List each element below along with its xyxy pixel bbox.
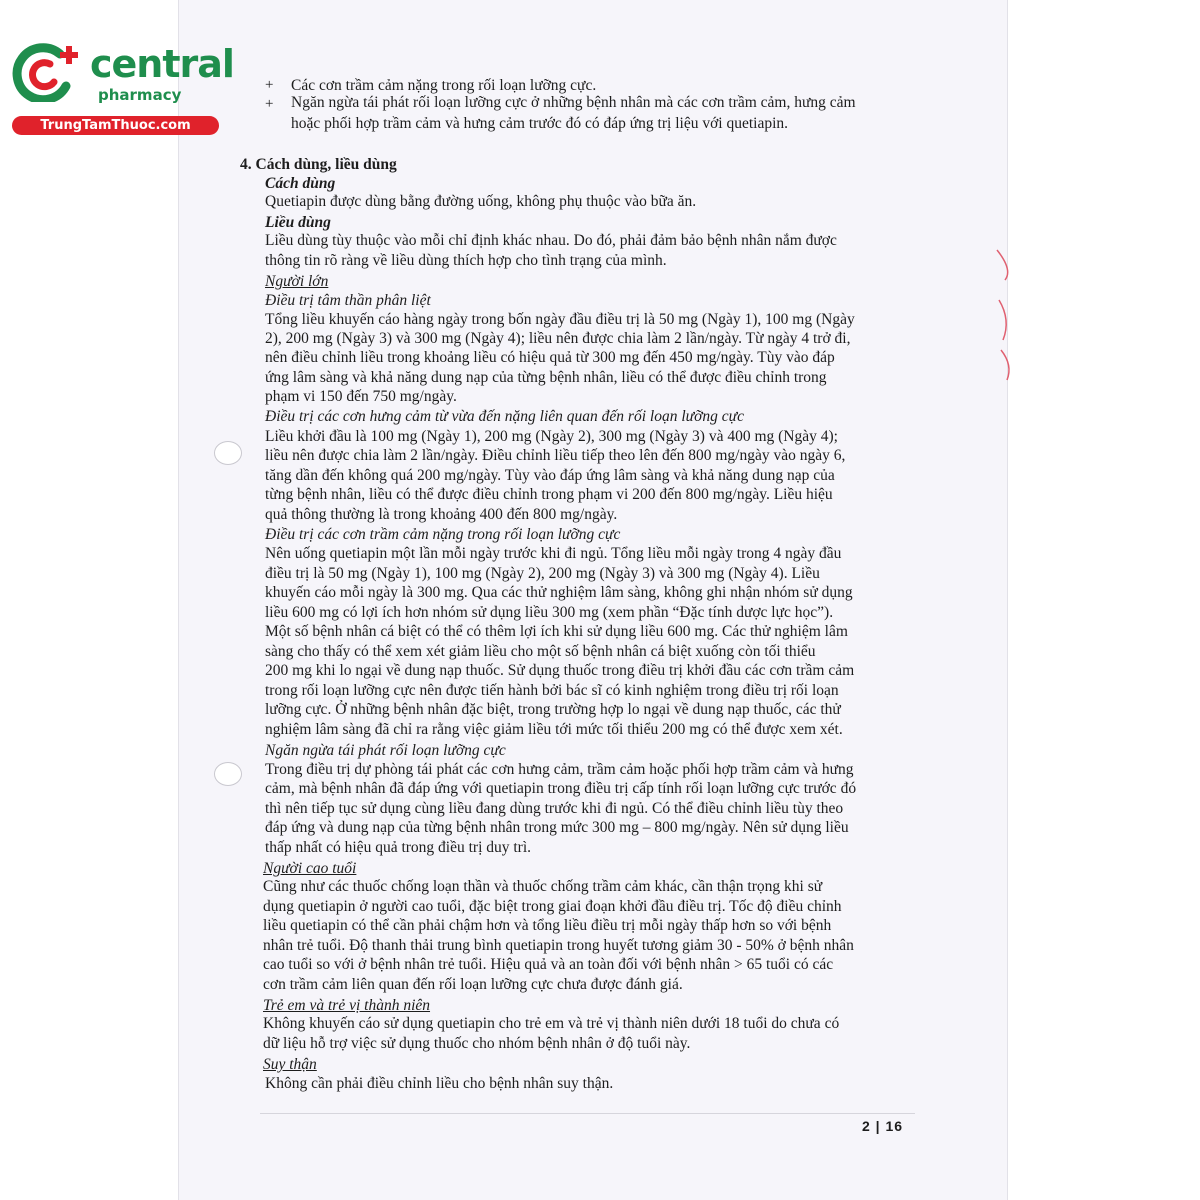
paragraph-line: phạm vi 150 đến 750 mg/ngày.: [265, 388, 457, 405]
paragraph-line: Trong điều trị dự phòng tái phát các cơn hưng cảm, trầm cảm hoặc phối hợp trầm cảm và hưng: [265, 761, 854, 778]
paragraph-line: 200 mg khi lo ngại về dung nạp thuốc. Sử dụng thuốc trong điều trị khởi đầu các cơn trầm cảm: [265, 662, 855, 679]
paragraph-line: trong rối loạn lưỡng cực nên được tiến hành bởi bác sĩ có kinh nghiệm trong điều trị rối loạn: [265, 682, 839, 699]
paragraph-line: cơn trầm cảm liên quan đến rối loạn lưỡng cực chưa được đánh giá.: [263, 976, 683, 993]
subheading-tre-em: Trẻ em và trẻ vị thành niên: [263, 997, 431, 1014]
pharmacy-cross-logo-icon: [10, 42, 84, 102]
punch-hole: [214, 441, 242, 465]
subheading-nguoi-lon: Người lớn: [265, 273, 329, 290]
paragraph-line: liều nên được chia làm 2 lần/ngày. Điều chỉnh liều tiếp theo lên đến 800 mg/ngày vào ngày 6,: [265, 447, 846, 464]
subheading-tam-than: Điều trị tâm thần phân liệt: [265, 292, 431, 309]
paragraph-line: Một số bệnh nhân cá biệt có thể có thêm lợi ích khi sử dụng liều 600 mg. Các thử nghiệm lâm: [265, 623, 848, 640]
logo-brand-name: central: [90, 42, 234, 86]
paragraph-line: cảm, mà bệnh nhân đã đáp ứng với quetiapin trong điều trị cấp tính rối loạn lưỡng cực trước đó: [265, 780, 857, 797]
bullet-marker: +: [265, 96, 274, 112]
bullet-item-continuation: hoặc phối hợp trầm cảm và hưng cảm trước đó có đáp ứng trị liệu với quetiapin.: [291, 115, 789, 132]
subheading-suy-than: Suy thận: [263, 1056, 317, 1073]
paragraph-line: lưỡng cực. Ở những bệnh nhân đặc biệt, trong trường hợp lo ngại về dung nạp thuốc, các thử: [265, 701, 841, 718]
central-pharmacy-logo[interactable]: [10, 36, 234, 136]
footer-divider: [260, 1113, 915, 1114]
paragraph-line: Không khuyến cáo sử dụng quetiapin cho trẻ em và trẻ vị thành niên dưới 18 tuổi do chưa có: [263, 1015, 840, 1032]
subheading-lieu-dung: Liều dùng: [265, 214, 331, 231]
paragraph-line: thì nên tiếp tục sử dụng cùng liều đang dùng trước khi đi ngủ. Có thể điều chỉnh liều tùy theo: [265, 800, 844, 817]
paragraph-line: dữ liệu hỗ trợ việc sử dụng thuốc cho nhóm bệnh nhân ở độ tuổi này.: [263, 1035, 691, 1052]
paragraph-line: Tổng liều khuyến cáo hàng ngày trong bốn ngày đầu điều trị là 50 mg (Ngày 1), 100 mg (Ngày: [265, 311, 855, 328]
paragraph-line: Nên uống quetiapin một lần mỗi ngày trước khi đi ngủ. Tổng liều mỗi ngày trong 4 ngày đầu: [265, 545, 842, 562]
section-heading: 4. Cách dùng, liều dùng: [240, 156, 397, 173]
paragraph-line: liều quetiapin có thể cần phải chậm hơn và tổng liều điều trị mỗi ngày thấp hơn so với bệnh: [263, 917, 832, 934]
paragraph-line: nhân trẻ tuổi. Độ thanh thải trung bình quetiapin trong huyết tương giảm 30 - 50% ở bệnh nhân: [263, 937, 854, 954]
paragraph-line: nên điều chỉnh liều trong khoảng liều có hiệu quả từ 300 mg đến 450 mg/ngày. Tùy vào đáp: [265, 349, 835, 366]
paragraph-line: tăng dần đến không quá 200 mg/ngày. Tùy vào đáp ứng lâm sàng và khả năng dung nạp của: [265, 467, 835, 484]
subheading-cao-tuoi: Người cao tuổi: [263, 860, 357, 877]
paragraph-line: Liều khởi đầu là 100 mg (Ngày 1), 200 mg (Ngày 2), 300 mg (Ngày 3) và 400 mg (Ngày 4);: [265, 428, 838, 445]
bullet-marker: +: [265, 77, 274, 93]
stamp-fragment-icon: [995, 240, 1015, 400]
subheading-cach-dung: Cách dùng: [265, 175, 336, 192]
paragraph-line: cao tuổi so với ở bệnh nhân trẻ tuổi. Hiệu quả và an toàn đối với bệnh nhân > 65 tuổi có các: [263, 956, 834, 973]
paragraph-line: dụng quetiapin ở người cao tuổi, đặc biệt trong giai đoạn khởi đầu điều trị. Tốc độ điều chỉnh: [263, 898, 842, 915]
logo-subtitle: pharmacy: [98, 86, 182, 104]
paragraph-line: từng bệnh nhân, liều có thể được điều chỉnh trong phạm vi 200 đến 800 mg/ngày. Liều hiệu: [265, 486, 833, 503]
subheading-hung-cam: Điều trị các cơn hưng cảm từ vừa đến nặng liên quan đến rối loạn lưỡng cực: [265, 408, 744, 425]
page-number: 2 | 16: [862, 1118, 904, 1134]
logo-website: TrungTamThuoc.com: [12, 116, 219, 135]
paragraph-line: liều 600 mg có lợi ích hơn nhóm sử dụng liều 300 mg (xem phần “Đặc tính dược lực học”).: [265, 604, 834, 621]
paragraph-line: thông tin rõ ràng về liều dùng thích hợp cho tình trạng của mình.: [265, 252, 667, 269]
paragraph-line: 2), 200 mg (Ngày 3) và 300 mg (Ngày 4); liều nên được chia làm 2 lần/ngày. Từ ngày 4 trở đi,: [265, 330, 851, 347]
bullet-item: Ngăn ngừa tái phát rối loạn lưỡng cực ở những bệnh nhân mà các cơn trầm cảm, hưng cảm: [291, 94, 856, 111]
paragraph-line: Không cần phải điều chỉnh liều cho bệnh nhân suy thận.: [265, 1075, 614, 1092]
paragraph: Quetiapin được dùng bằng đường uống, không phụ thuộc vào bữa ăn.: [265, 193, 697, 210]
paragraph-line: ứng lâm sàng và khả năng dung nạp của từng bệnh nhân, liều có thể được điều chỉnh trong: [265, 369, 827, 386]
paragraph-line: sàng cho thấy có thể xem xét giảm liều cho một số bệnh nhân cá biệt xuống còn tối thiểu: [265, 643, 816, 660]
subheading-ngan-ngua: Ngăn ngừa tái phát rối loạn lưỡng cực: [265, 742, 506, 759]
paragraph-line: Liều dùng tùy thuộc vào mỗi chỉ định khác nhau. Do đó, phải đảm bảo bệnh nhân nắm được: [265, 232, 837, 249]
bullet-item: Các cơn trầm cảm nặng trong rối loạn lưỡng cực.: [291, 77, 597, 94]
subheading-tram-cam: Điều trị các cơn trầm cảm nặng trong rối loạn lưỡng cực: [265, 526, 621, 543]
paragraph-line: nghiệm lâm sàng đã chỉ ra rằng việc giảm liều tới mức tối thiểu 200 mg có thể được xem xét.: [265, 721, 843, 738]
paragraph-line: thấp nhất có hiệu quả trong điều trị duy trì.: [265, 839, 532, 856]
paragraph-line: điều trị là 50 mg (Ngày 1), 100 mg (Ngày 2), 200 mg (Ngày 3) và 300 mg (Ngày 4). Liều: [265, 565, 820, 582]
paragraph-line: đáp ứng và dung nạp của từng bệnh nhân trong mức 300 mg – 800 mg/ngày. Nên sử dụng liều: [265, 819, 849, 836]
paragraph-line: quả thông thường là trong khoảng 400 đến 800 mg/ngày.: [265, 506, 618, 523]
paragraph-line: khuyến cáo mỗi ngày là 300 mg. Qua các thử nghiệm lâm sàng, không ghi nhận nhóm sử dụng: [265, 584, 853, 601]
paragraph-line: Cũng như các thuốc chống loạn thần và thuốc chống trầm cảm khác, cần thận trọng khi sử: [263, 878, 823, 895]
punch-hole: [214, 762, 242, 786]
